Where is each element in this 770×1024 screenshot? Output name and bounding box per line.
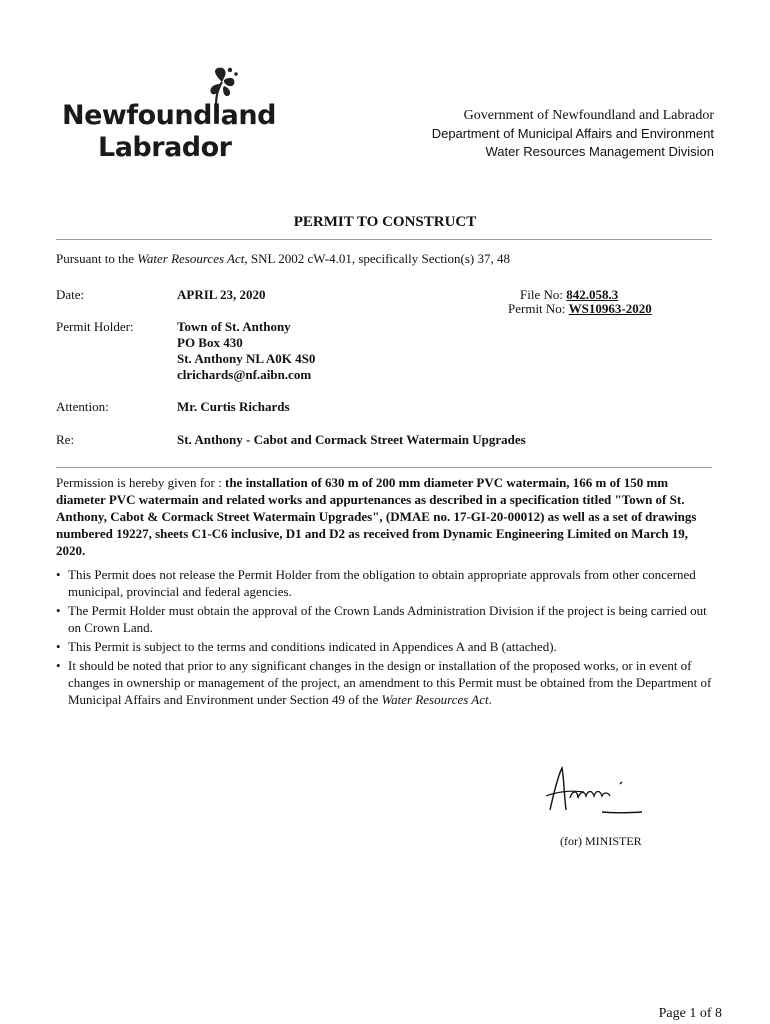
attention-label: Attention: — [56, 399, 109, 414]
logo-line-2: Labrador — [98, 132, 232, 163]
condition-item: • This Permit is subject to the terms and conditions indicated in Appendices A and B (attached). — [56, 638, 716, 655]
department-name: Department of Municipal Affairs and Environment — [431, 126, 714, 141]
division-name: Water Resources Management Division — [485, 144, 714, 159]
pursuant-suffix: , SNL 2002 cW-4.01, specifically Section(s) 37, 48 — [244, 251, 510, 266]
holder-name: Town of St. Anthony — [177, 319, 291, 334]
section-divider — [56, 467, 712, 468]
condition-item: • This Permit does not release the Permit Holder from the obligation to obtain appropriate approvals from other concerned municipal, provincial and federal agencies. — [56, 566, 716, 600]
permission-paragraph — [56, 474, 716, 559]
file-value: 842.058.3 — [566, 287, 619, 302]
nl-logo — [62, 66, 276, 166]
government-name: Government of Newfoundland and Labrador — [463, 108, 714, 123]
condition-act: Water Resources Act — [381, 692, 489, 707]
page-number: Page 1 of 8 — [658, 1006, 722, 1021]
government-header — [432, 107, 714, 161]
file-label: File No: — [520, 287, 563, 302]
signature-caption: (for) MINISTER — [560, 834, 642, 848]
date-label: Date: — [56, 287, 85, 302]
date-value: APRIL 23, 2020 — [177, 287, 266, 302]
pursuant-act: Water Resources Act — [137, 251, 245, 266]
conditions-list — [56, 566, 716, 710]
condition-item: • The Permit Holder must obtain the approval of the Crown Lands Administration Division if the project is being carried out on Crown Land. — [56, 602, 716, 636]
holder-label: Permit Holder: — [56, 319, 134, 334]
permit-value: WS10963-2020 — [568, 301, 652, 316]
document-title: PERMIT TO CONSTRUCT — [293, 214, 477, 230]
pursuant-prefix: Pursuant to the — [56, 251, 138, 266]
minister-signature — [544, 762, 654, 822]
holder-city: St. Anthony NL A0K 4S0 — [177, 351, 316, 366]
pursuant-line — [56, 250, 510, 267]
permission-body: the installation of 630 m of 200 mm diameter PVC watermain, 166 m of 150 mm diameter PVC watermain and related works and appurtenances as described in a specification titled "Town of St. Anthony, Cabot & Cormack Street Watermain Upgrades", (DMAE no. 17-GI-20-00012) as well as a set of drawings numbered 19227, sheets C1-C6 inclusive, D1 and D2 as received from Dynamic Engineering Limited on March 19, 2020. — [56, 475, 697, 558]
logo-line-1: Newfoundland — [62, 100, 276, 131]
attention-value: Mr. Curtis Richards — [177, 399, 290, 414]
title-divider — [56, 239, 712, 240]
re-value: St. Anthony - Cabot and Cormack Street Watermain Upgrades — [177, 432, 526, 447]
permit-label: Permit No: — [508, 301, 566, 316]
condition-text: It should be noted that prior to any significant changes in the design or installation of the proposed works, or in event of changes in ownership or management of the project, an amendment to this Permit must be obtained from the Department of Municipal Affairs and Environment under Section 49 of the — [68, 658, 712, 707]
re-label: Re: — [56, 432, 75, 447]
holder-email: clrichards@nf.aibn.com — [177, 367, 312, 382]
holder-po-box: PO Box 430 — [177, 335, 243, 350]
permission-prefix: Permission is hereby given for : — [56, 475, 225, 490]
condition-suffix: . — [488, 692, 492, 707]
condition-item — [56, 657, 716, 708]
permit-number — [508, 300, 652, 317]
